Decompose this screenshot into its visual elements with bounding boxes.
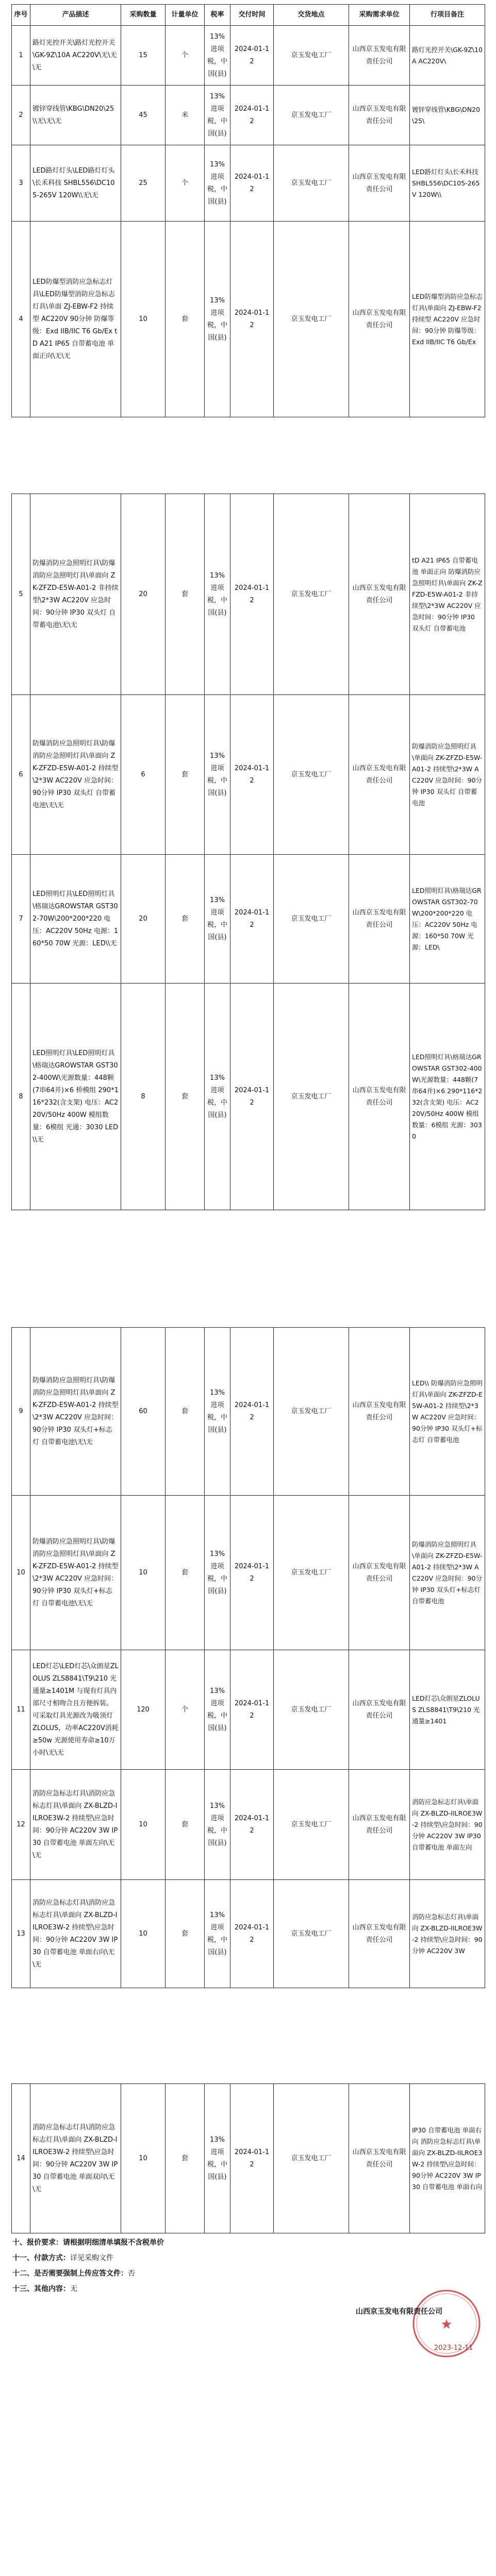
row-dept: 山西京玉发电有限责任公司 [349,855,410,984]
row-dept: 山西京玉发电有限责任公司 [349,145,410,222]
note-11-label: 十一、付款方式： [12,2254,70,2262]
row-qty: 10 [121,1496,166,1650]
row-date: 2024-01-12 [230,1650,274,1770]
row-date: 2024-01-12 [230,86,274,145]
row-desc: 防爆消防应急照明灯具\防爆消防应急照明灯具\单面向 ZK-ZFZD-E5W-A01-2 持续型\2*3W AC220V 应急时间：90分钟 IP30 双头灯 自带蓄电池\无\无 [30,695,121,855]
row-desc: LED照明灯具\LED照明灯具\格瑞达GROWSTAR GST302-400W\光源数量：448颗(7串64并)×6 桥模组 290*116*232(含支架) 电压：AC220V/50Hz 400W 模组数量：6模组 光通：3030 LED\\无 [30,984,121,1210]
row-tax: 13%进项税，中国(县) [205,695,230,855]
row-tax: 13%进项税，中国(县) [205,1650,230,1770]
row-remark: LED照明灯具\格瑞达GROWSTAR GST302-400W\光源数量：448颗(7串64并)×6 290*116*232(含支架) 电压：AC220V/50Hz 400W 模组数量：6模组 光源：3030 [410,984,485,1210]
row-date: 2024-01-12 [230,984,274,1210]
row-remark: LED灯芯\众朗星ZLOLUS ZLS8841\T9\210 光通量≥1401 [410,1650,485,1770]
procurement-table-page-2 [11,494,485,1210]
row-desc: 防爆消防应急照明灯具\防爆消防应急照明灯具\单面向 ZK-ZFZD-E5W-A01-2 持续型\2*3W AC220V 应急时间：90分钟 IP30 双头灯+标志灯 自带蓄电池\无\无 [30,1496,121,1650]
table-header-row [12,5,485,26]
row-qty: 45 [121,86,166,145]
row-unit: 套 [166,984,205,1210]
header-desc: 产品描述 [30,5,121,26]
row-dept: 山西京玉发电有限责任公司 [349,1496,410,1650]
row-desc: 消防应急标志灯具\消防应急标志灯具\单面向 ZX-BLZD-IILROE3W-2 持续型\应急时间：90分钟 AC220V 3W IP30 自带蓄电池 单面双向\无\无 [30,2084,121,2233]
row-no: 13 [12,1880,30,1988]
row-remark: 路灯光控开关\GK-9Z\10A AC220V\ [410,26,485,86]
table-row [12,695,485,855]
row-no: 9 [12,1328,30,1496]
row-no: 4 [12,222,30,417]
row-dept: 山西京玉发电有限责任公司 [349,494,410,695]
row-date: 2024-01-12 [230,26,274,86]
svg-text:★: ★ [440,2317,453,2332]
row-unit: 套 [166,1496,205,1650]
table-row [12,1496,485,1650]
row-tax: 13%进项税，中国(县) [205,494,230,695]
note-quote-requirement [12,2237,164,2247]
table-row [12,1770,485,1880]
row-desc: LED灯芯\LED灯芯\众朗星ZLOLUS ZLS8841\T9\210 光通量≥1401M 与现有灯具内部尺寸相吻合且方便拆装。可采取灯具光源改为吸顶灯 ZLOLUS，功率AC220V消耗≥50w 光源使用寿命≥10万小时\无\无 [30,1650,121,1770]
note-11-value: 详见采购文件 [70,2254,113,2262]
row-desc: 路灯光控开关\路灯光控开关\GK-9Z\10A AC220V\无\无\无 [30,26,121,86]
row-no: 3 [12,145,30,222]
row-dept: 山西京玉发电有限责任公司 [349,1650,410,1770]
note-upload-required [12,2268,135,2278]
row-qty: 10 [121,222,166,417]
table-row [12,86,485,145]
header-unit: 计量单位 [166,5,205,26]
row-date: 2024-01-12 [230,1328,274,1496]
note-13-value: 无 [70,2285,77,2293]
row-desc: 消防应急标志灯具\消防应急标志灯具\单面向 ZX-BLZD-IILROE3W-2 持续型\应急时间：90分钟 AC220V 3W IP30 自带蓄电池 单面左向\无\无 [30,1770,121,1880]
row-dept: 山西京玉发电有限责任公司 [349,1770,410,1880]
row-no: 7 [12,855,30,984]
row-no: 6 [12,695,30,855]
row-place: 京玉发电工厂 [274,26,349,86]
procurement-table-page-4 [11,2083,485,2233]
row-dept: 山西京玉发电有限责任公司 [349,984,410,1210]
table-row [12,2084,485,2233]
table-row [12,494,485,695]
row-qty: 10 [121,1880,166,1988]
row-tax: 13%进项税，中国(县) [205,1496,230,1650]
row-date: 2024-01-12 [230,855,274,984]
row-no: 14 [12,2084,30,2233]
row-desc: 防爆消防应急照明灯具\防爆消防应急照明灯具\单面向 ZK-ZFZD-E5W-A01-2 非持续型\2*3W AC220V 应急时间：90分钟 IP30 双头灯 自带蓄电池\无\无 [30,494,121,695]
row-remark: 消防应急标志灯具\单面向 ZX-BLZD-IILROE3W-2 持续型\应急时间：90分钟 AC220V 3W [410,1880,485,1988]
row-no: 11 [12,1650,30,1770]
header-no: 序号 [12,5,30,26]
row-remark: IP30 自带蓄电池 单面右向 消防应急标志灯具\单面向 ZX-BLZD-IILROE3W-2 持续型\应急时间：90分钟 AC220V 3W IP30 自带蓄电池 单面右向 [410,2084,485,2233]
row-qty: 60 [121,1328,166,1496]
row-place: 京玉发电工厂 [274,86,349,145]
header-qty: 采购数量 [121,5,166,26]
table-row [12,222,485,417]
row-desc: 镀锌穿线管\KBG\DN20\25\\无\无\无 [30,86,121,145]
row-unit: 个 [166,145,205,222]
row-desc: LED防爆型消防应急标志灯具\LED防爆型消防应急标志灯具\单面 ZJ-EBW-F2 持续型 AC220V 90分钟 防爆等级：Exd IIB/IIC T6 Gb/Ex tD A21 IP65 自带蓄电池 单面正向\无\无 [30,222,121,417]
row-unit: 米 [166,86,205,145]
row-tax: 13%进项税，中国(县) [205,984,230,1210]
row-date: 2024-01-12 [230,2084,274,2233]
row-remark: 镀锌穿线管\KBG\DN20\25\ [410,86,485,145]
header-remark: 行项目备注 [410,5,485,26]
row-place: 京玉发电工厂 [274,1650,349,1770]
row-unit: 套 [166,494,205,695]
row-tax: 13%进项税，中国(县) [205,86,230,145]
table-row [12,26,485,86]
row-unit: 套 [166,855,205,984]
note-payment-method [12,2252,113,2263]
table-row [12,1328,485,1496]
row-date: 2024-01-12 [230,1770,274,1880]
table-row [12,1650,485,1770]
row-place: 京玉发电工厂 [274,1496,349,1650]
row-remark: LED路灯灯头\长禾科技 SHBL556\DC105-265V 120W\\ [410,145,485,222]
row-place: 京玉发电工厂 [274,1880,349,1988]
row-dept: 山西京玉发电有限责任公司 [349,26,410,86]
note-other [12,2283,77,2294]
row-qty: 8 [121,984,166,1210]
row-dept: 山西京玉发电有限责任公司 [349,222,410,417]
row-place: 京玉发电工厂 [274,984,349,1210]
row-dept: 山西京玉发电有限责任公司 [349,1328,410,1496]
row-qty: 20 [121,494,166,695]
row-qty: 25 [121,145,166,222]
row-tax: 13%进项税，中国(县) [205,145,230,222]
row-unit: 套 [166,1880,205,1988]
row-tax: 13%进项税，中国(县) [205,222,230,417]
row-no: 8 [12,984,30,1210]
row-tax: 13%进项税，中国(县) [205,26,230,86]
issue-date: 2023-12-11 [434,2344,473,2352]
row-qty: 10 [121,1770,166,1880]
row-place: 京玉发电工厂 [274,1770,349,1880]
row-no: 10 [12,1496,30,1650]
table-row [12,145,485,222]
note-12-value: 否 [128,2269,135,2278]
procurement-table-page-3 [11,1327,485,1988]
row-date: 2024-01-12 [230,145,274,222]
row-qty: 10 [121,2084,166,2233]
row-unit: 套 [166,2084,205,2233]
header-dept: 采购需求单位 [349,5,410,26]
row-tax: 13%进项税，中国(县) [205,2084,230,2233]
company-name: 山西京玉发电有限责任公司 [356,2308,442,2316]
row-date: 2024-01-12 [230,695,274,855]
row-place: 京玉发电工厂 [274,145,349,222]
row-desc: LED照明灯具\LED照明灯具\格瑞达GROWSTAR GST302-70W\200*200*220 电压：AC220V 50Hz 电源：160*50 70W 光源：LED\\无 [30,855,121,984]
row-desc: 防爆消防应急照明灯具\防爆消防应急照明灯具\单面向 ZK-ZFZD-E5W-A01-2 持续型\2*3W AC220V 应急时间：90分钟 IP30 双头灯+标志灯 自带蓄电池\无\无 [30,1328,121,1496]
table-row [12,984,485,1210]
row-date: 2024-01-12 [230,1880,274,1988]
table-row [12,855,485,984]
row-place: 京玉发电工厂 [274,1328,349,1496]
row-dept: 山西京玉发电有限责任公司 [349,695,410,855]
row-remark: 消防应急标志灯具\单面向 ZX-BLZD-IILROE3W-2 持续型\应急时间：90分钟 AC220V 3W IP30 自带蓄电池 单面左向 [410,1770,485,1880]
row-place: 京玉发电工厂 [274,855,349,984]
row-qty: 20 [121,855,166,984]
row-tax: 13%进项税，中国(县) [205,855,230,984]
note-10-label: 十、报价要求：请根据明细清单填报不含税单价 [12,2239,164,2247]
row-no: 2 [12,86,30,145]
table-row [12,1880,485,1988]
row-remark: 防爆消防应急照明灯具\单面向 ZK-ZFZD-E5W-A01-2 持续型\2*3W AC220V 应急时间：90分钟 IP30 双头灯+标志灯 自带蓄电池 [410,1496,485,1650]
row-unit: 套 [166,695,205,855]
row-remark: tD A21 IP65 自带蓄电池 单面正向 防爆消防应急照明灯具\单面向 ZK-ZFZD-E5W-A01-2 非持续型\2*3W AC220V 应急时间：90分钟 IP30 双头灯 自带蓄电池 [410,494,485,695]
procurement-table-page-1 [11,4,485,417]
row-desc: 消防应急标志灯具\消防应急标志灯具\单面向 ZX-BLZD-IILROE3W-2 持续型\应急时间：90分钟 AC220V 3W IP30 自带蓄电池 单面右向\无\无 [30,1880,121,1988]
row-dept: 山西京玉发电有限责任公司 [349,86,410,145]
row-remark: LED\\ 防爆消防应急照明灯具\单面向 ZK-ZFZD-E5W-A01-2 持续型\2*3W AC220V 应急时间：90分钟 IP30 双头灯+标志灯 自带蓄电池 [410,1328,485,1496]
row-no: 12 [12,1770,30,1880]
row-unit: 套 [166,222,205,417]
row-remark: 防爆消防应急照明灯具\单面向 ZK-ZFZD-E5W-A01-2 持续型\2*3W AC220V 应急时间：90分钟 IP30 双头灯 自带蓄电池 [410,695,485,855]
header-tax: 税率 [205,5,230,26]
row-date: 2024-01-12 [230,1496,274,1650]
row-no: 5 [12,494,30,695]
header-date: 交付时间 [230,5,274,26]
row-remark: LED照明灯具\格瑞达GROWSTAR GST302-70W\200*200*220 电压：AC220V 50Hz 电源：160*50 70W 光源：LED\ [410,855,485,984]
row-remark: LED防爆型消防应急标志灯具\单面向 ZJ-EBW-F2 持续型 AC220V 应急时间：90分钟 防爆等级：Exd IIB/IIC T6 Gb/Ex [410,222,485,417]
row-unit: 套 [166,1328,205,1496]
row-qty: 15 [121,26,166,86]
row-desc: LED路灯灯头\LED路灯灯头\长禾科技 SHBL556\DC105-265V 120W\\无\无 [30,145,121,222]
row-no: 1 [12,26,30,86]
row-unit: 个 [166,1650,205,1770]
header-place: 交货地点 [274,5,349,26]
row-qty: 6 [121,695,166,855]
row-tax: 13%进项税，中国(县) [205,1328,230,1496]
row-qty: 120 [121,1650,166,1770]
row-date: 2024-01-12 [230,222,274,417]
row-dept: 山西京玉发电有限责任公司 [349,1880,410,1988]
row-date: 2024-01-12 [230,494,274,695]
note-12-label: 十二、是否需要强制上传应答文件： [12,2269,128,2278]
row-tax: 13%进项税，中国(县) [205,1770,230,1880]
row-dept: 山西京玉发电有限责任公司 [349,2084,410,2233]
row-place: 京玉发电工厂 [274,695,349,855]
row-place: 京玉发电工厂 [274,494,349,695]
note-13-label: 十三、其他内容： [12,2285,70,2293]
row-place: 京玉发电工厂 [274,2084,349,2233]
row-tax: 13%进项税，中国(县) [205,1880,230,1988]
row-place: 京玉发电工厂 [274,222,349,417]
row-unit: 个 [166,26,205,86]
row-unit: 套 [166,1770,205,1880]
